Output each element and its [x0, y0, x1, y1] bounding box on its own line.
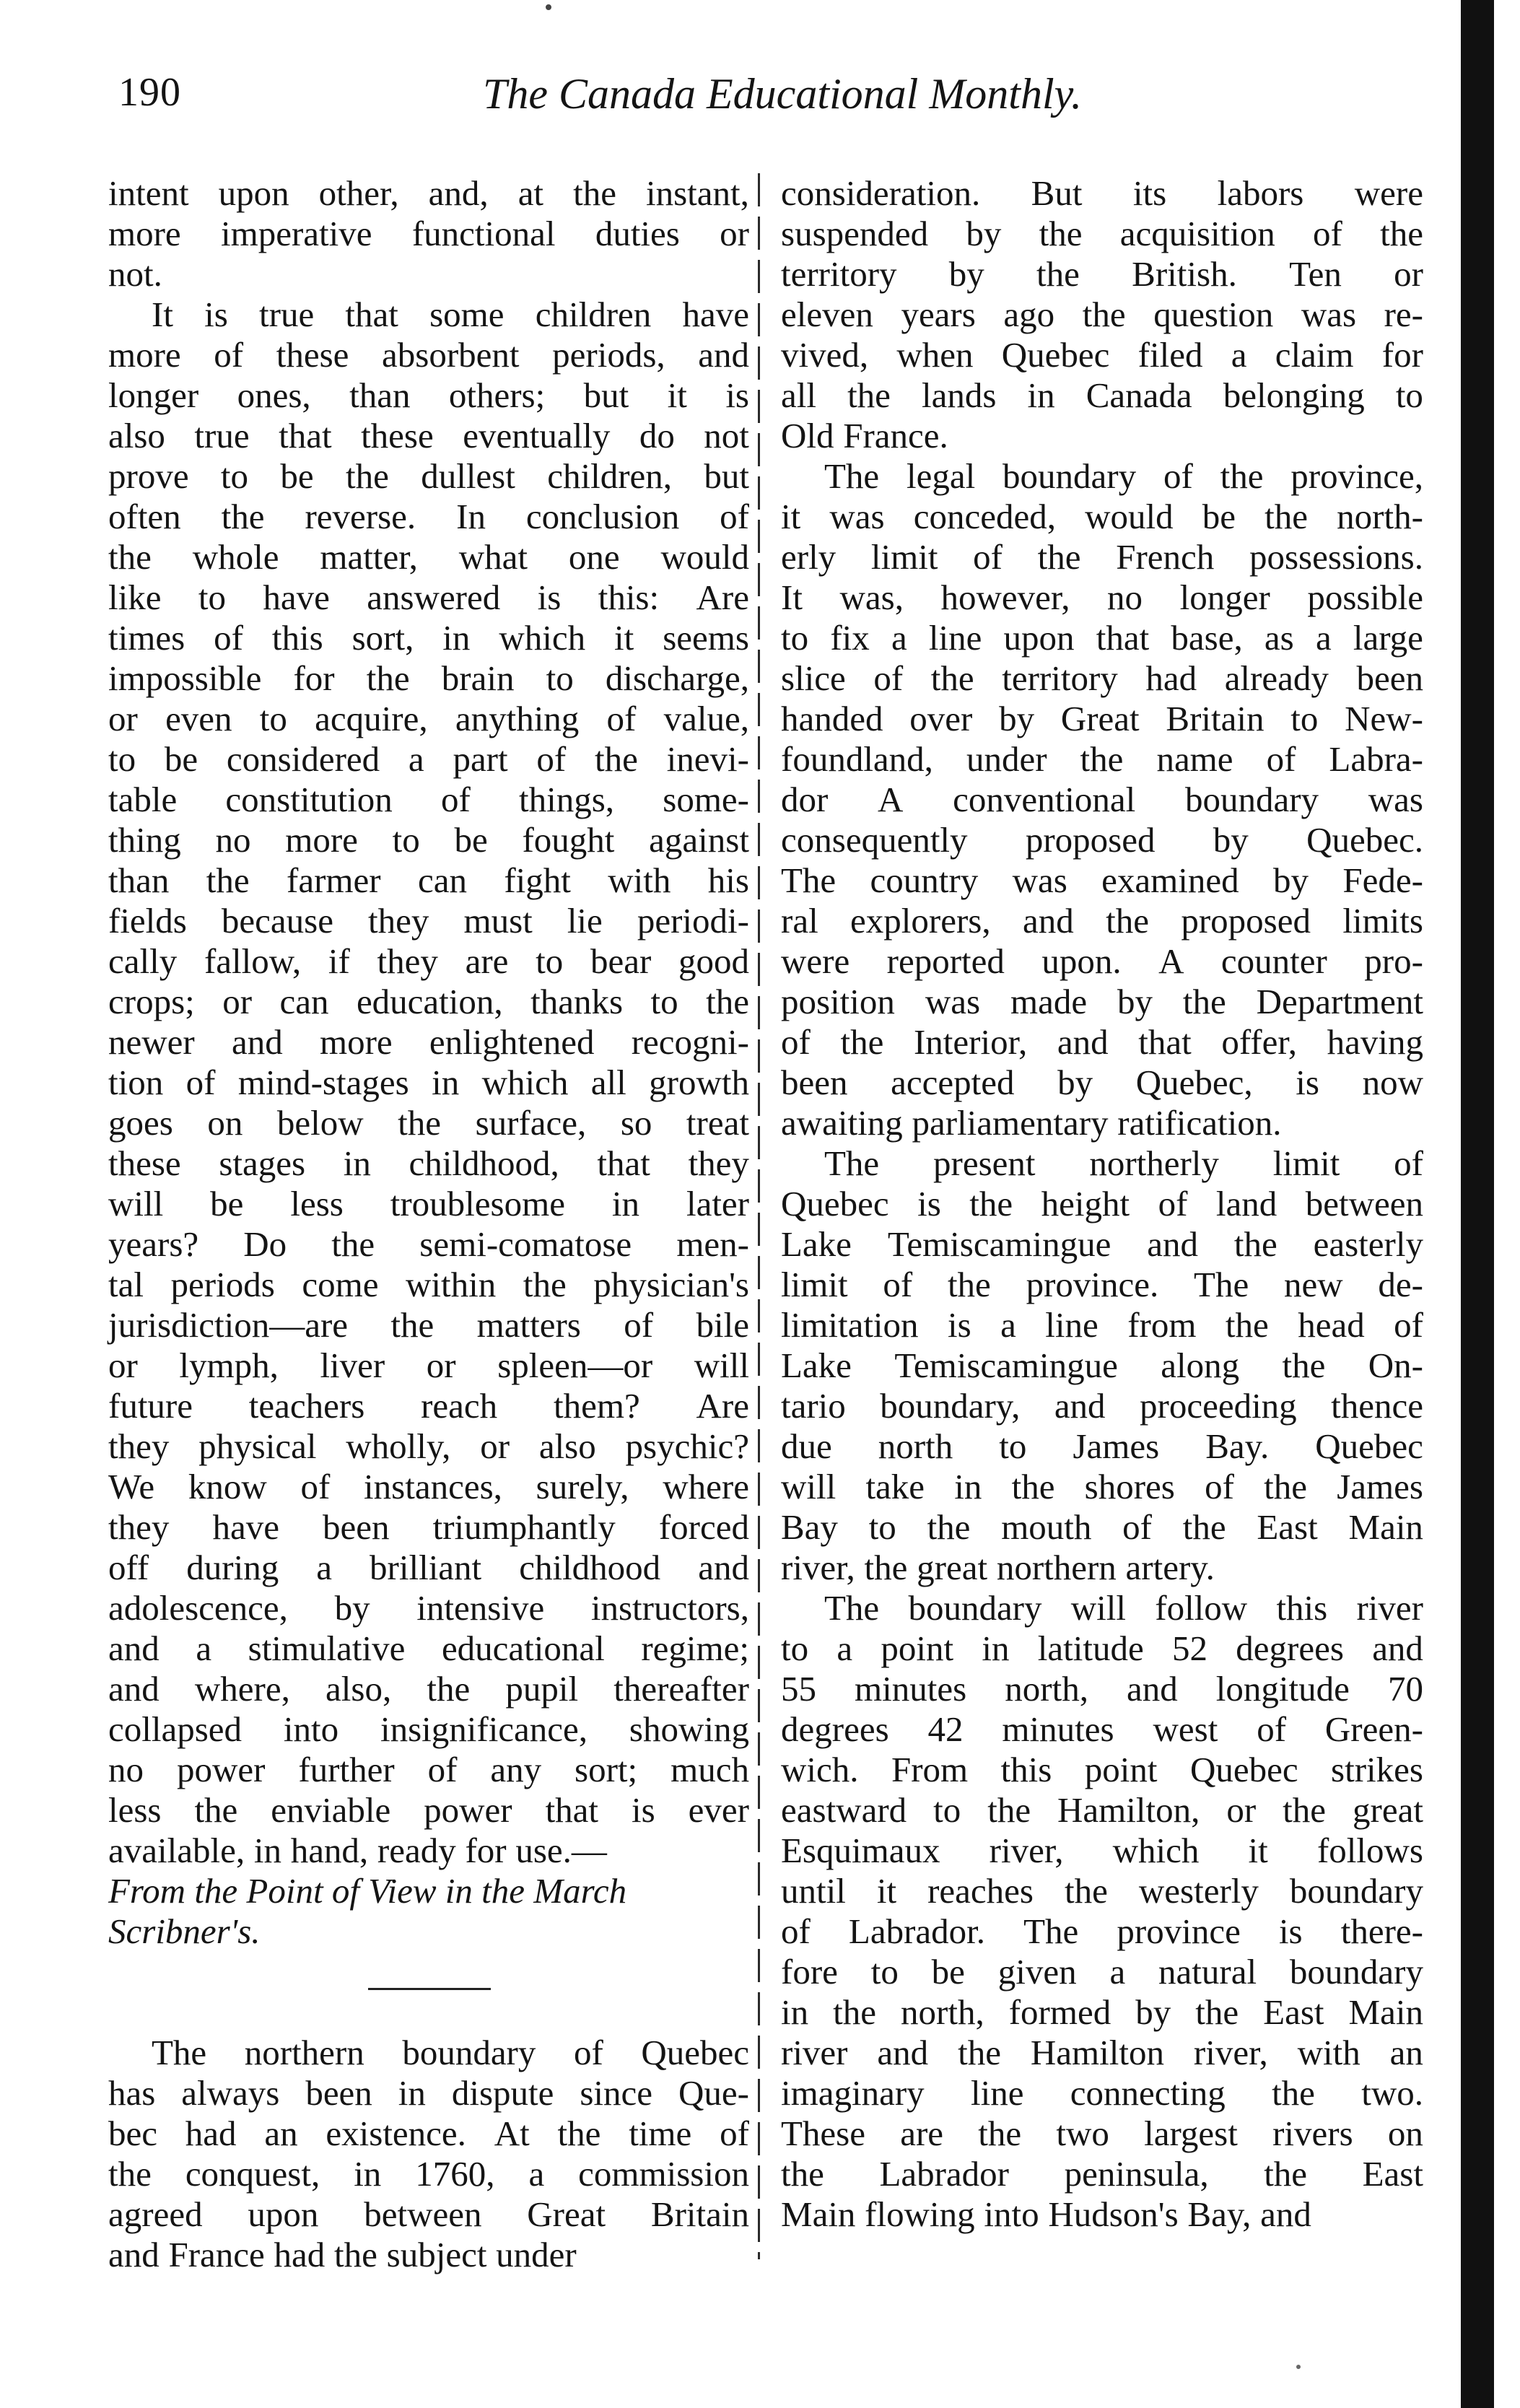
text-line: degrees 42 minutes west of Green-: [781, 1709, 1423, 1749]
text-line: eleven years ago the question was re-: [781, 295, 1423, 334]
paragraph-consideration: [781, 173, 1423, 456]
text-line: more of these absorbent periods, and: [108, 335, 749, 375]
text-line: We know of instances, surely, where: [108, 1467, 749, 1506]
text-line: jurisdiction—are the matters of bile: [108, 1305, 749, 1345]
text-line: and France had the subject under: [108, 2235, 577, 2274]
text-line: times of this sort, in which it seems: [108, 618, 749, 658]
text-line: crops; or can education, thanks to the: [108, 982, 749, 1021]
text-line: eastward to the Hamilton, or the great: [781, 1790, 1423, 1830]
text-line: Lake Temiscamingue and the easterly: [781, 1224, 1423, 1264]
scan-speck: [1296, 2365, 1301, 2369]
text-line: adolescence, by intensive instructors,: [108, 1588, 749, 1628]
text-line: vived, when Quebec filed a claim for: [781, 335, 1423, 375]
text-line: These are the two largest rivers on: [781, 2113, 1423, 2153]
text-line: It is true that some children have: [152, 295, 749, 334]
right-column: [781, 173, 1423, 2235]
text-line: than the farmer can fight with his: [108, 860, 749, 900]
text-line: limit of the province. The new de-: [781, 1265, 1423, 1304]
text-line: agreed upon between Great Britain: [108, 2194, 749, 2234]
text-line: they have been triumphantly forced: [108, 1507, 749, 1547]
text-line: off during a brilliant childhood and: [108, 1548, 749, 1587]
scan-speck: [546, 4, 551, 10]
text-line: intent upon other, and, at the instant,: [108, 173, 749, 213]
text-line: available, in hand, ready for use.—: [108, 1831, 607, 1870]
text-line: position was made by the Department: [781, 982, 1423, 1021]
text-line: river and the Hamilton river, with an: [781, 2033, 1423, 2072]
text-line: tion of mind-stages in which all growth: [108, 1063, 749, 1102]
page-number: 190: [118, 70, 181, 115]
text-line: consideration. But its labors were: [781, 173, 1423, 213]
text-line: to a point in latitude 52 degrees and: [781, 1628, 1423, 1668]
text-line: handed over by Great Britain to New-: [781, 699, 1423, 738]
text-line: consequently proposed by Quebec.: [781, 820, 1423, 860]
text-line: it was conceded, would be the north-: [781, 497, 1423, 536]
text-line: longer ones, than others; but it is: [108, 375, 749, 415]
text-line: also true that these eventually do not: [108, 416, 749, 455]
text-line: awaiting parliamentary ratification.: [781, 1103, 1282, 1143]
text-line: 55 minutes north, and longitude 70: [781, 1669, 1423, 1709]
text-line: due north to James Bay. Quebec: [781, 1426, 1423, 1466]
text-line: prove to be the dullest children, but: [108, 456, 749, 496]
text-line: imaginary line connecting the two.: [781, 2073, 1423, 2113]
text-line: limitation is a line from the head of: [781, 1305, 1423, 1345]
text-line: The present northerly limit of: [824, 1143, 1423, 1183]
text-line: fields because they must lie periodi-: [108, 901, 749, 941]
text-line: newer and more enlightened recogni-: [108, 1022, 749, 1062]
text-line: or even to acquire, anything of value,: [108, 699, 749, 738]
paragraph-intent-continued: [108, 173, 749, 295]
text-line: these stages in childhood, that they: [108, 1143, 749, 1183]
text-line: Lake Temiscamingue along the On-: [781, 1345, 1423, 1385]
text-line: and a stimulative educational regime;: [108, 1628, 749, 1668]
text-line: until it reaches the westerly boundary: [781, 1871, 1423, 1911]
left-column: [108, 173, 749, 2275]
text-line: river, the great northern artery.: [781, 1548, 1215, 1587]
text-line: and where, also, the pupil thereafter: [108, 1669, 749, 1709]
text-line: Bay to the mouth of the East Main: [781, 1507, 1423, 1547]
paragraph-present-limit: [781, 1143, 1423, 1588]
text-line: like to have answered is this: Are: [108, 577, 749, 617]
text-line: The boundary will follow this river: [824, 1588, 1423, 1628]
text-line: thing no more to be fought against: [108, 820, 749, 860]
text-line: The northern boundary of Quebec: [152, 2033, 749, 2072]
text-line: It was, however, no longer possible: [781, 577, 1423, 617]
paragraph-quebec-boundary-intro: [108, 2033, 749, 2275]
text-line: or lymph, liver or spleen—or will: [108, 1345, 749, 1385]
text-line: slice of the territory had already been: [781, 658, 1423, 698]
text-line: of the Interior, and that offer, having: [781, 1022, 1423, 1062]
text-line: ral explorers, and the proposed limits: [781, 901, 1423, 941]
text-line: years? Do the semi-comatose men-: [108, 1224, 749, 1264]
text-line: The legal boundary of the province,: [824, 456, 1423, 496]
text-line: the whole matter, what one would: [108, 537, 749, 577]
source-citation-line: Scribner's.: [108, 1911, 261, 1951]
text-line: erly limit of the French possessions.: [781, 537, 1423, 577]
text-line: dor A conventional boundary was: [781, 780, 1423, 819]
text-line: less the enviable power that is ever: [108, 1790, 749, 1830]
text-line: cally fallow, if they are to bear good: [108, 941, 749, 981]
text-line: been accepted by Quebec, is now: [781, 1063, 1423, 1102]
text-line: has always been in dispute since Que-: [108, 2073, 749, 2113]
text-line: collapsed into insignificance, showing: [108, 1709, 749, 1749]
text-line: the Labrador peninsula, the East: [781, 2154, 1423, 2194]
text-line: will be less troublesome in later: [108, 1184, 749, 1223]
page-edge-shadow: [1461, 0, 1494, 2408]
text-line: will take in the shores of the James: [781, 1467, 1423, 1506]
paragraph-absorbent-periods: [108, 295, 749, 1871]
text-line: to fix a line upon that base, as a large: [781, 618, 1423, 658]
paragraph-boundary-route: [781, 1588, 1423, 2235]
text-line: to be considered a part of the inevi-: [108, 739, 749, 779]
text-line: future teachers reach them? Are: [108, 1386, 749, 1426]
text-line: in the north, formed by the East Main: [781, 1992, 1423, 2032]
text-line: were reported upon. A counter pro-: [781, 941, 1423, 981]
text-line: territory by the British. Ten or: [781, 254, 1423, 294]
text-line: wich. From this point Quebec strikes: [781, 1750, 1423, 1789]
text-line: The country was examined by Fede-: [781, 860, 1423, 900]
text-line: table constitution of things, some-: [108, 780, 749, 819]
section-divider: [108, 1952, 749, 2033]
text-line: the conquest, in 1760, a commission: [108, 2154, 749, 2194]
text-line: goes on below the surface, so treat: [108, 1103, 749, 1143]
running-title: The Canada Educational Monthly.: [483, 70, 1082, 118]
text-line: they physical wholly, or also psychic?: [108, 1426, 749, 1466]
short-rule: [368, 1988, 491, 1990]
text-line: tario boundary, and proceeding thence: [781, 1386, 1423, 1426]
text-line: no power further of any sort; much: [108, 1750, 749, 1789]
text-line: suspended by the acquisition of the: [781, 214, 1423, 253]
text-line: Quebec is the height of land between: [781, 1184, 1423, 1223]
text-line: not.: [108, 254, 162, 294]
page-header: [118, 69, 1418, 141]
text-line: tal periods come within the physician's: [108, 1265, 749, 1304]
text-line: more imperative functional duties or: [108, 214, 749, 253]
text-line: foundland, under the name of Labra-: [781, 739, 1423, 779]
paragraph-legal-boundary: [781, 456, 1423, 1143]
text-line: Esquimaux river, which it follows: [781, 1831, 1423, 1870]
text-line: bec had an existence. At the time of: [108, 2113, 749, 2153]
text-line: impossible for the brain to discharge,: [108, 658, 749, 698]
text-line: Old France.: [781, 416, 948, 455]
text-line: of Labrador. The province is there-: [781, 1911, 1423, 1951]
text-line: fore to be given a natural boundary: [781, 1952, 1423, 1992]
text-line: all the lands in Canada belonging to: [781, 375, 1423, 415]
text-line: often the reverse. In conclusion of: [108, 497, 749, 536]
text-line: Main flowing into Hudson's Bay, and: [781, 2194, 1311, 2234]
source-citation-line: From the Point of View in the March: [108, 1871, 627, 1911]
column-divider: [758, 173, 760, 2259]
